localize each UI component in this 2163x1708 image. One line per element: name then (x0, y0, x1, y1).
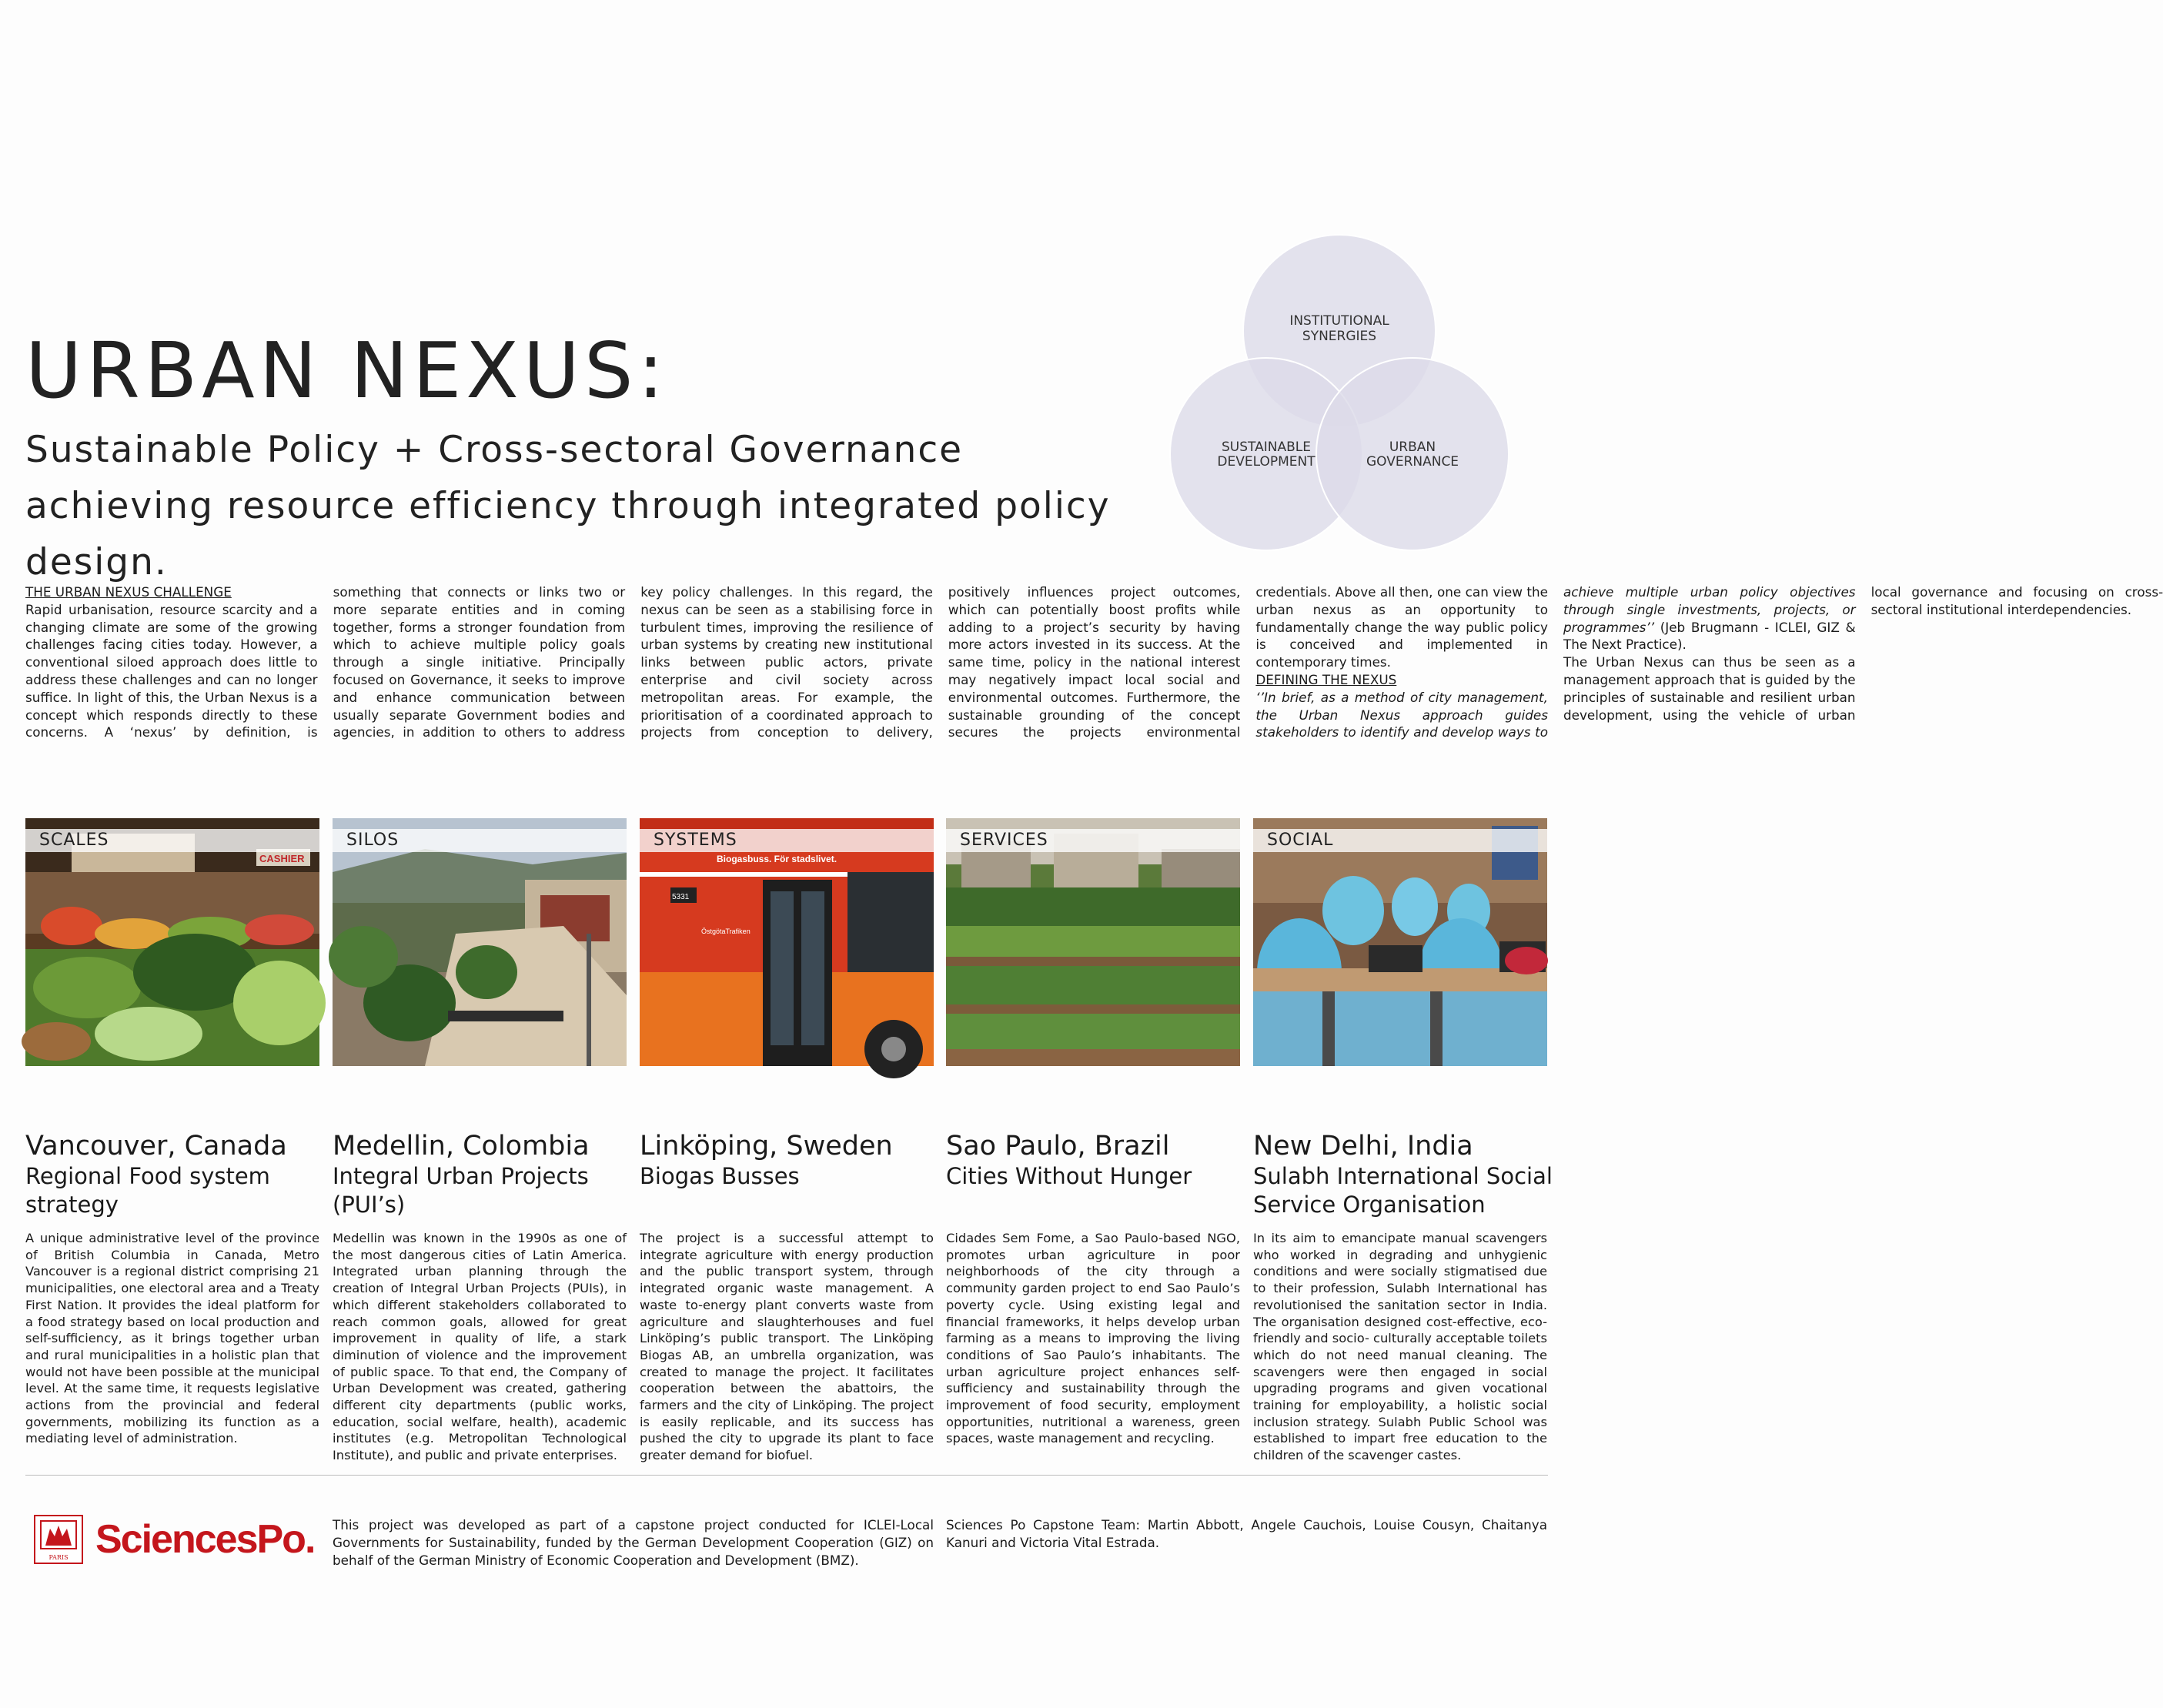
classroom-illustration (1253, 818, 1547, 1066)
page-title: URBAN NEXUS: (25, 326, 669, 416)
bus-sign-text: ÖstgötaTrafiken (701, 928, 751, 935)
intro-text (25, 583, 2163, 757)
case-body-sao-paulo: Cidades Sem Fome, a Sao Paulo-based NGO, promotes urban agriculture in poor neighborhoods of the city through a community garden project to end Sao Paulo’s poverty cycle. Using existing legal and financial frameworks, it helps develop urban farming as a means to improving the living conditions of Sao Paulo’s inhabitants. The urban agriculture project enhances self-sufficiency and sustainability through the improvement of food security, employment opportunities, nutritional a wareness, green spaces, waste management and recycling. (946, 1231, 1240, 1446)
case-vancouver (25, 818, 319, 1446)
case-city-vancouver: Vancouver, Canada (25, 1131, 287, 1162)
case-project-vancouver: Regional Food system strategy (25, 1163, 270, 1218)
footer-divider (25, 1475, 1548, 1476)
venn-label-governance-2: GOVERNANCE (1366, 454, 1459, 470)
photo-urban-garden (946, 818, 1240, 1066)
intro-citation: (Jeb Brugmann - ICLEI, GIZ & The Next Practice). (1563, 619, 1856, 653)
bus-banner-text: Biogasbuss. För stadslivet. (717, 854, 837, 864)
case-linkoping (640, 818, 934, 1463)
case-city-linkoping: Linköping, Sweden (640, 1131, 893, 1162)
sciences-po-logo (34, 1515, 326, 1561)
case-project-medellin: Integral Urban Projects (PUI’s) (333, 1163, 589, 1218)
case-tag-silos: SILOS (333, 829, 627, 852)
market-illustration (25, 818, 319, 1066)
lion-crest-icon (39, 1519, 78, 1550)
case-tag-systems: SYSTEMS (640, 829, 934, 852)
team-credits: Sciences Po Capstone Team: Martin Abbott, Angele Cauchois, Louise Cousyn, Chaitanya Kanuri and Victoria Vital Estrada. (946, 1517, 1547, 1550)
case-body-new-delhi: In its aim to emancipate manual scavengers who worked in degrading and unhygienic conditions and were socially stigmatised due to their profession, Sulabh International has revolutionised the sanitation sector in India. The organisation designed cost-effective, eco-friendly and socio- culturally acceptable toilets which do not need manual cleaning. The scavengers were then engaged in social upgrading programs and given vocational training for employability, a holistic social inclusion strategy. Sulabh Public School was established to impart free education to the children of the scavenger castes. (1253, 1231, 1547, 1463)
intro-paragraph-nexus: The Urban Nexus can thus be seen as a management approach that is guided by the principles of sustainable and resilient urban development, using the vehicle of urban local governance and focusing on cross-sectoral institutional interdependencies. (1563, 584, 2163, 723)
page-subtitle: Sustainable Policy + Cross-sectoral Governance achieving resource efficiency through integrated policy design. (25, 429, 1111, 583)
logo-crest-box (34, 1515, 83, 1564)
venn-label-institutional-2: SYNERGIES (1302, 329, 1377, 344)
venn-diagram (1162, 235, 1516, 558)
logo-wordmark: SciencesPo. (95, 1517, 315, 1562)
venn-label-governance-1: URBAN (1389, 440, 1436, 455)
venn-label-sustainable-2: DEVELOPMENT (1217, 454, 1316, 470)
logo-city: PARIS (48, 1554, 69, 1561)
case-body-linkoping: The project is a successful attempt to integrate agriculture with energy production and the public transport system, through integrated organic waste management. A waste to-energy plant converts waste from agriculture and slaughterhouses and fuel Linköping’s public transport. The Linköping Biogas AB, an umbrella organization, was created to manage the project. It facilitates cooperation between the abattoirs, the farmers and the city of Linköping. The project is easily replicable, and its success has pushed the city to upgrade its plant to face greater demand for biofuel. (640, 1231, 934, 1463)
medellin-illustration (333, 818, 627, 1066)
venn-label-institutional-1: INSTITUTIONAL (1289, 313, 1389, 329)
funding-note: This project was developed as part of a capstone project conducted for ICLEI-Local Governments for Sustainability, funded by the German Development Cooperation (GIZ) on behalf of the German Ministry of Economic Cooperation and Development (BMZ). (333, 1517, 934, 1568)
intro-paragraph-challenge: Rapid urbanisation, resource scarcity and a changing climate are some of the growing challenges facing cities today. However, a conventional siloed approach does little to address these challenges and can no longer suffice. In light of this, the Urban Nexus is a concept which responds directly to these concerns. A ‘nexus’ by definition, is something that connects or links two or more separate entities and in coming together, forms a stronger foundation from which to achieve multiple policy goals through a single initiative. Principally focused on Governance, it seeks to improve and enhance communication between usually separate Government bodies and agencies, in addition to others to address key policy challenges. In this regard, the nexus can be seen as a stabilising force in turbulent times, improving the resilience of urban systems by creating new institutional links between public actors, private enterprise and civil society across metropolitan areas. For example, the prioritisation of a coordinated approach to projects from conception to delivery, positively influences project outcomes, which can potentially boost profits while adding to a project’s security by having more actors invested in its success. At the same time, policy in the national interest may negatively impact local social and environmental outcomes. Furthermore, the sustainable grounding of the concept secures the projects environmental credentials. Above all then, one can view the urban nexus as an opportunity to fundamentally change the way public policy is conceived and implemented in contemporary times. (25, 584, 1548, 740)
intro-heading-defining: DEFINING THE NEXUS (1255, 671, 1397, 687)
bus-number-text: 5331 (672, 893, 690, 901)
case-new-delhi (1253, 818, 1553, 1463)
case-body-medellin: Medellin was known in the 1990s as one of the most dangerous cities of Latin America. Integrated urban planning through the creation of Integral Urban Projects (PUIs), in which different stakeholders collaborated to reach common goals, allowed for great improvement in quality of life, a stark diminution of violence and the improvement of public space. To that end, the Company of Urban Development was created, gathering different city departments (public works, education, social welfare, health), academic institutes (e.g. Metropolitan Technological Institute), and public and private enterprises. (333, 1231, 627, 1463)
case-tag-scales: SCALES (25, 829, 319, 852)
case-city-new-delhi: New Delhi, India (1253, 1131, 1473, 1162)
photo-biogas-bus (640, 818, 934, 1066)
garden-illustration (946, 818, 1240, 1066)
intro-heading-challenge: THE URBAN NEXUS CHALLENGE (25, 584, 232, 600)
case-project-sao-paulo: Cities Without Hunger (946, 1163, 1192, 1189)
photo-medellin-public-space (333, 818, 627, 1066)
case-medellin (333, 818, 627, 1463)
intro-quote: ‘’In brief, as a method of city management, the Urban Nexus approach guides stakeholders to identify and develop ways to achieve multiple urban policy objectives through single investments, projects, or programmes’’ (1255, 584, 1856, 740)
case-city-sao-paulo: Sao Paulo, Brazil (946, 1131, 1170, 1162)
case-sao-paulo (946, 818, 1240, 1446)
market-sign-text: CASHIER (259, 853, 305, 864)
case-project-new-delhi: Sulabh International Social Service Organisation (1253, 1163, 1553, 1218)
venn-label-sustainable-1: SUSTAINABLE (1222, 440, 1311, 455)
photo-sewing-classroom (1253, 818, 1547, 1066)
case-tag-social: SOCIAL (1253, 829, 1547, 852)
bus-illustration (640, 818, 934, 1066)
photo-vegetable-market (25, 818, 319, 1066)
case-body-vancouver: A unique administrative level of the province of British Columbia in Canada, Metro Vancouver is a regional district comprising 21 municipalities, one electoral area and a Treaty First Nation. It provides the ideal platform for a food strategy based on local production and self-sufficiency, as it brings together urban and rural municipalities in a holistic plan that would not have been possible at the municipal level. At the same time, it requests legislative actions from the provincial and federal governments, mobilizing its function as a mediating level of administration. (25, 1231, 319, 1446)
case-city-medellin: Medellin, Colombia (333, 1131, 590, 1162)
case-tag-services: SERVICES (946, 829, 1240, 852)
case-project-linkoping: Biogas Busses (640, 1163, 800, 1189)
